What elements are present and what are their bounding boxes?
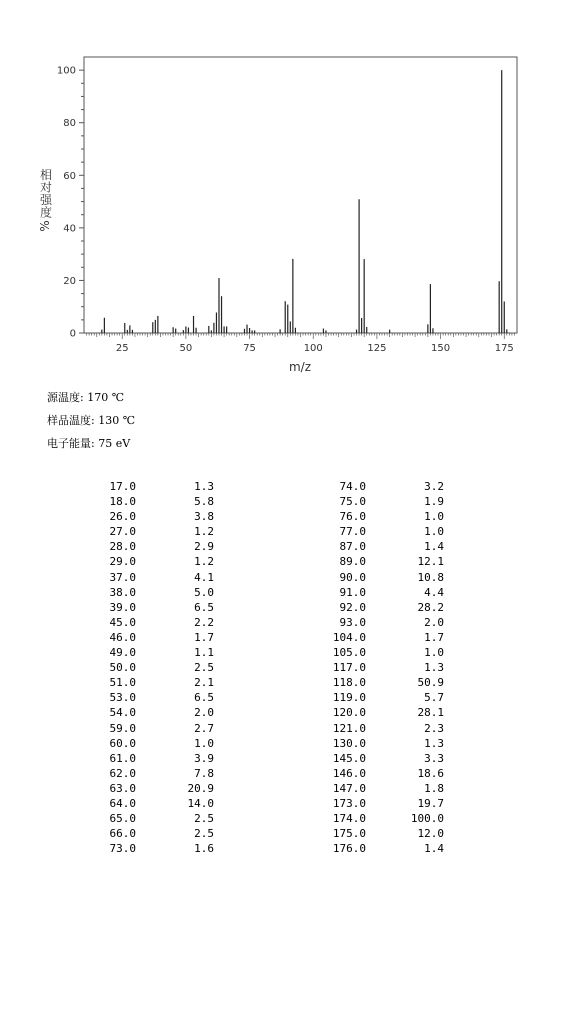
peak-row [96,766,214,781]
peak-row [96,841,214,856]
peak-mz: 28.0 [109,540,136,554]
peak-mz: 65.0 [109,812,136,826]
x-tick-label: 100 [303,343,323,354]
peak-mz: 77.0 [339,525,366,539]
peak-abundance: 19.7 [417,796,444,810]
peak-row [96,494,214,509]
peak-mz: 146.0 [332,766,366,780]
peak-abundance: 28.2 [417,600,444,614]
x-axis [116,343,514,354]
peak-abundance: 5.8 [194,495,214,509]
peak-mz: 59.0 [109,721,136,735]
x-tick-label: 50 [179,343,193,354]
peak-row [318,690,444,705]
peak-abundance: 28.1 [417,706,444,720]
peak-row [318,705,444,720]
peak-mz: 87.0 [339,540,366,554]
electron-energy: 电子能量: 75 eV [47,437,131,450]
peak-mz: 50.0 [109,661,136,675]
peak-row [318,826,444,841]
peak-abundance: 6.5 [194,691,214,705]
peak-abundance: 1.1 [194,646,214,660]
x-axis-label: m/z [288,360,312,374]
peak-abundance: 5.0 [194,585,214,599]
peak-abundance: 1.9 [424,495,444,509]
peak-row [96,781,214,796]
peak-mz: 18.0 [109,495,136,509]
peak-row [318,645,444,660]
peak-mz: 173.0 [332,796,366,810]
peak-mz: 51.0 [109,676,136,690]
peak-abundance: 12.1 [417,555,444,569]
peak-abundance: 1.2 [194,525,214,539]
x-tick-label: 150 [431,343,451,354]
peak-abundance: 6.5 [194,600,214,614]
sample-temperature: 样品温度: 130 ℃ [47,414,135,427]
peak-row [318,751,444,766]
peak-row [96,690,214,705]
peak-mz: 176.0 [332,842,366,856]
peak-row [96,660,214,675]
peak-abundance: 2.0 [424,615,444,629]
peak-row [96,796,214,811]
source-temperature: 源温度: 170 ℃ [47,391,124,404]
peak-abundance: 1.3 [424,661,444,675]
peak-mz: 118.0 [332,676,366,690]
peak-row [318,736,444,751]
peak-row [96,675,214,690]
peak-row [96,600,214,615]
peak-abundance: 2.2 [194,615,214,629]
peak-abundance: 1.7 [424,630,444,644]
peak-abundance: 5.7 [424,691,444,705]
peak-abundance: 2.0 [194,706,214,720]
peak-mz: 39.0 [109,600,136,614]
peak-row [318,841,444,856]
y-tick-label: 80 [63,118,76,130]
y-axis-label-char: 度 [39,205,53,220]
y-tick-label: 60 [63,170,76,182]
peak-row [96,736,214,751]
peak-row [96,826,214,841]
peak-row [96,721,214,736]
peak-row [318,509,444,524]
peak-row [318,660,444,675]
peak-abundance: 1.8 [424,781,444,795]
peak-mz: 66.0 [109,827,136,841]
peak-mz: 90.0 [339,570,366,584]
peak-mz: 64.0 [109,796,136,810]
peak-mz: 26.0 [109,510,136,524]
peak-mz: 93.0 [339,615,366,629]
peak-mz: 73.0 [109,842,136,856]
peak-abundance: 20.9 [187,781,214,795]
peak-row [318,494,444,509]
peak-abundance: 1.3 [424,736,444,750]
peak-abundance: 1.0 [424,646,444,660]
peak-mz: 119.0 [332,691,366,705]
peak-row [318,600,444,615]
peak-mz: 104.0 [332,630,366,644]
peak-mz: 17.0 [109,480,136,493]
peak-abundance: 1.0 [424,525,444,539]
peak-row [318,781,444,796]
peak-mz: 46.0 [109,630,136,644]
plot-border [84,57,517,333]
peak-abundance: 4.1 [194,570,214,584]
peak-mz: 62.0 [109,766,136,780]
peak-mz: 175.0 [332,827,366,841]
peak-abundance: 2.3 [424,721,444,735]
peak-row [318,479,444,494]
peak-mz: 61.0 [109,751,136,765]
peak-row [96,615,214,630]
peak-bars [102,70,507,333]
peak-mz: 147.0 [332,781,366,795]
peak-mz: 120.0 [332,706,366,720]
peak-abundance: 3.3 [424,751,444,765]
y-axis-label-char: 对 [39,180,53,195]
peak-mz: 63.0 [109,781,136,795]
peak-abundance: 3.8 [194,510,214,524]
x-tick-label: 75 [243,343,256,354]
peak-mz: 92.0 [339,600,366,614]
y-tick-label: 100 [56,65,76,77]
x-tick-label: 25 [115,343,129,354]
peak-abundance: 1.3 [194,480,214,493]
peak-mz: 174.0 [332,812,366,826]
peak-row [96,811,214,826]
y-tick-label: 20 [63,275,76,287]
peak-mz: 74.0 [339,480,366,493]
peak-table-right [318,479,444,856]
peak-abundance: 2.5 [194,827,214,841]
mass-spectrum-chart [0,0,570,380]
peak-abundance: 1.4 [424,842,444,856]
peak-row [318,524,444,539]
peak-row [96,630,214,645]
peak-row [318,585,444,600]
peak-abundance: 14.0 [187,796,214,810]
peak-row [96,705,214,720]
peak-abundance: 3.2 [424,480,444,493]
x-minor-ticks [87,333,515,339]
peak-row [318,554,444,569]
peak-abundance: 100.0 [410,812,444,826]
peak-row [96,570,214,585]
peak-mz: 27.0 [109,525,136,539]
peak-abundance: 18.6 [417,766,444,780]
peak-abundance: 2.7 [194,721,214,735]
peak-mz: 60.0 [109,736,136,750]
peak-mz: 117.0 [332,661,366,675]
peak-mz: 89.0 [339,555,366,569]
peak-abundance: 1.7 [194,630,214,644]
peak-mz: 37.0 [109,570,136,584]
x-tick-label: 175 [494,343,514,354]
peak-row [318,570,444,585]
peak-mz: 49.0 [109,646,136,660]
peak-abundance: 4.4 [424,585,444,599]
peak-abundance: 2.5 [194,812,214,826]
peak-mz: 54.0 [109,706,136,720]
peak-row [96,645,214,660]
peak-abundance: 3.9 [194,751,214,765]
y-axis-label [38,167,53,232]
peak-mz: 29.0 [109,555,136,569]
peak-abundance: 1.4 [424,540,444,554]
peak-mz: 76.0 [339,510,366,524]
peak-row [96,509,214,524]
peak-abundance: 7.8 [194,766,214,780]
peak-row [318,766,444,781]
peak-row [96,524,214,539]
peak-row [318,721,444,736]
peak-abundance: 1.0 [194,736,214,750]
y-axis [57,66,84,340]
peak-mz: 105.0 [332,646,366,660]
peak-row [318,630,444,645]
peak-row [318,539,444,554]
peak-mz: 53.0 [109,691,136,705]
peak-row [96,479,214,494]
y-axis-label-char: % [38,220,52,232]
peak-abundance: 2.1 [194,676,214,690]
peak-abundance: 2.5 [194,661,214,675]
y-axis-label-char: 相 [39,168,53,182]
peak-row [96,585,214,600]
peak-mz: 75.0 [339,495,366,509]
x-tick-label: 125 [367,343,387,354]
peak-row [96,539,214,554]
y-tick-label: 0 [69,328,76,340]
peak-mz: 91.0 [339,585,366,599]
peak-abundance: 1.0 [424,510,444,524]
peak-row [96,751,214,766]
peak-mz: 121.0 [332,721,366,735]
peak-abundance: 50.9 [417,676,444,690]
peak-row [318,811,444,826]
peak-mz: 45.0 [109,615,136,629]
peak-row [318,615,444,630]
peak-abundance: 1.2 [194,555,214,569]
peak-row [318,796,444,811]
peak-abundance: 12.0 [417,827,444,841]
y-tick-label: 40 [63,223,76,235]
peak-mz: 38.0 [109,585,136,599]
peak-row [318,675,444,690]
peak-abundance: 10.8 [417,570,444,584]
peak-abundance: 2.9 [194,540,214,554]
peak-abundance: 1.6 [194,842,214,856]
peak-table-left [96,479,214,856]
peak-mz: 130.0 [332,736,366,750]
y-axis-label-char: 强 [39,193,53,207]
peak-mz: 145.0 [332,751,366,765]
plot-frame [84,57,517,333]
peak-row [96,554,214,569]
